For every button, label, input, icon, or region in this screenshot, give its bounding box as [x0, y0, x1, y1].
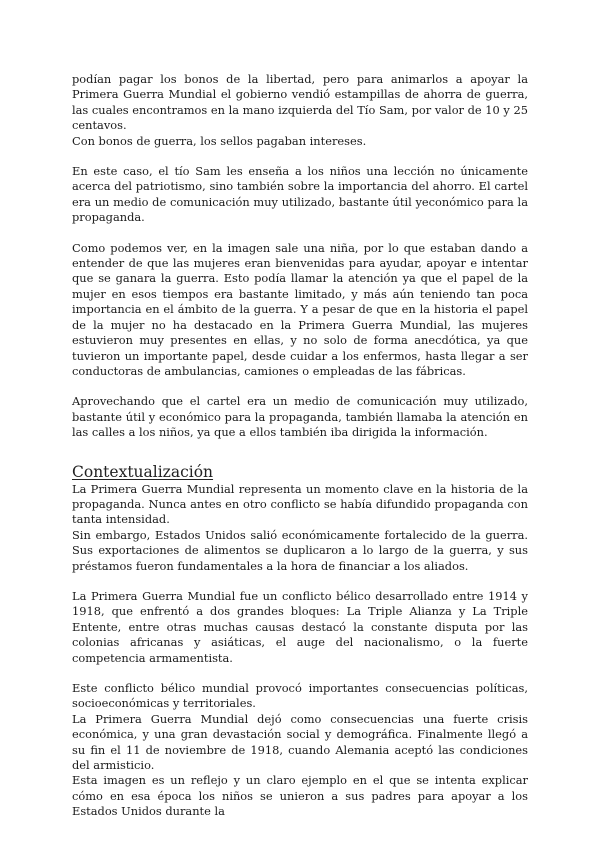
paragraph: Sin embargo, Estados Unidos salió económicamente fortalecido de la guerra. Sus exportaciones de alimentos se duplicaron a lo largo de la guerra, y sus préstamos fueron fundamentales a la hora de financiar a los aliados.: [72, 527, 528, 573]
paragraph: podían pagar los bonos de la libertad, pero para animarlos a apoyar la Primera Guerra Mundial el gobierno vendió estampillas de ahorra de guerra, las cuales encontramos en la mano izquierda del Tío Sam, por valor de 10 y 25 centavos.: [72, 72, 528, 133]
paragraph: La Primera Guerra Mundial representa un momento clave en la historia de la propaganda. Nunca antes en otro conflicto se había difundido propaganda con tanta intensidad.: [72, 481, 528, 527]
paragraph-spacer: [72, 666, 528, 681]
paragraph-spacer: [72, 574, 528, 589]
paragraph: Como podemos ver, en la imagen sale una niña, por lo que estaban dando a entender de que las mujeres eran bienvenidas para ayudar, apoyar e intentar que se ganara la guerra. Esto podía llamar la atención ya que el papel de la mujer en esos tiempos era bastante limitado, y más aún teniendo tan poca importancia en el ámbito de la guerra. Y a pesar de que en la historia el papel de la mujer no ha destacado en la Primera Guerra Mundial, las mujeres estuvieron muy presentes en ellas, y no solo de forma anecdótica, ya que tuvieron un importante papel, desde cuidar a los enfermos, hasta llegar a ser conductoras de ambulancias, camiones o empleadas de las fábricas.: [72, 240, 528, 378]
section-spacer: [72, 441, 528, 463]
paragraph: La Primera Guerra Mundial fue un conflicto bélico desarrollado entre 1914 y 1918, que enfrentó a dos grandes bloques: La Triple Alianza y La Triple Entente, entre otras muchas causas destacó la constante disputa por las colonias africanas y asiáticas, el auge del nacionalismo, o la fuerte competencia armamentista.: [72, 588, 528, 665]
paragraph-spacer: [72, 226, 528, 241]
document-body: [72, 72, 528, 820]
paragraph: Con bonos de guerra, los sellos pagaban intereses.: [72, 133, 367, 148]
paragraph: Aprovechando que el cartel era un medio de comunicación muy utilizado, bastante útil y económico para la propaganda, también llamaba la atención en las calles a los niños, ya que a ellos también iba dirigida la información.: [72, 394, 528, 440]
section-heading: Contextualización: [72, 462, 214, 481]
paragraph-spacer: [72, 149, 528, 164]
paragraph: En este caso, el tío Sam les enseña a los niños una lección no únicamente acerca del patriotismo, sino también sobre la importancia del ahorro. El cartel era un medio de comunicación muy utilizado, bastante útil yeconómico para la propaganda.: [72, 164, 528, 225]
paragraph: Este conflicto bélico mundial provocó importantes consecuencias políticas, socioeconómicas y territoriales.: [72, 681, 528, 711]
paragraph-spacer: [72, 379, 528, 394]
paragraph: La Primera Guerra Mundial dejó como consecuencias una fuerte crisis económica, y una gran devastación social y demográfica. Finalmente llegó a su fin el 11 de noviembre de 1918, cuando Alemania aceptó las condiciones del armisticio.: [72, 711, 528, 773]
paragraph: Esta imagen es un reflejo y un claro ejemplo en el que se intenta explicar cómo en esa época los niños se unieron a sus padres para apoyar a los Estados Unidos durante la: [72, 773, 528, 819]
